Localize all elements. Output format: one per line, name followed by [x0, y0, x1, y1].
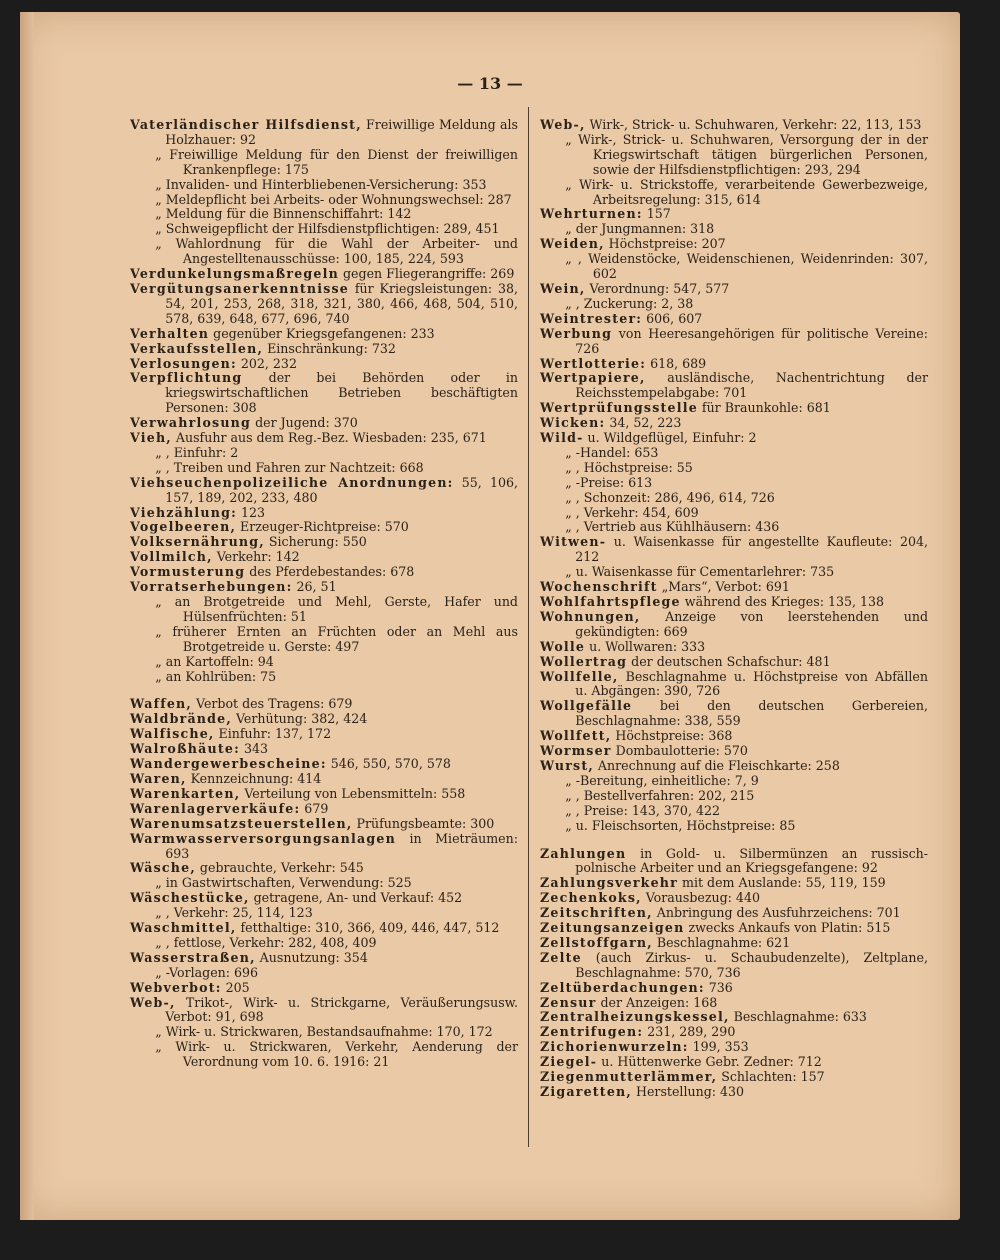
- index-entry-text: „ , Einfuhr: 2: [155, 444, 239, 460]
- index-entry-text: 26, 51: [292, 579, 337, 595]
- index-entry: [130, 431, 518, 446]
- index-entry-text: „ u. Fleischsorten, Höchstpreise: 85: [565, 817, 796, 833]
- index-entry-keyword: Verdunkelungsmaßregeln: [130, 266, 339, 282]
- index-entry: [130, 966, 518, 981]
- index-entry: [540, 1070, 928, 1085]
- index-entry: [540, 655, 928, 670]
- index-entry-text: „ , Zuckerung: 2, 38: [565, 295, 694, 311]
- index-entry-keyword: Wollgefälle: [540, 698, 633, 714]
- index-entry-keyword: Wehrturnen:: [540, 206, 643, 222]
- index-entry: [130, 342, 518, 357]
- index-entry: [540, 1010, 928, 1025]
- index-entry: [130, 476, 518, 506]
- index-entry-text: Schlachten: 157: [717, 1069, 825, 1085]
- index-entry-keyword: Wein,: [540, 280, 586, 296]
- index-entry-text: Beschlagnahme: 621: [652, 934, 791, 950]
- index-entry-text: u. Wildgeflügel, Einfuhr: 2: [583, 430, 757, 446]
- index-entry: [130, 148, 518, 178]
- page-number: — 13 —: [457, 74, 523, 93]
- index-entry: [540, 1040, 928, 1055]
- index-entry-keyword: Wertlotterie:: [540, 355, 647, 371]
- index-entry: [130, 906, 518, 921]
- index-entry: [540, 237, 928, 252]
- index-entry-text: „ Wirk- u. Strickwaren, Bestandsaufnahme: 170, 172: [155, 1024, 493, 1040]
- index-entry-text: in Mieträumen: 693: [165, 830, 518, 861]
- index-entry-keyword: Wild-: [540, 430, 584, 446]
- index-entry-text: „ Wirk- u. Strickwaren, Verkehr, Aenderung der Verordnung vom 10. 6. 1916: 21: [155, 1039, 518, 1070]
- index-entry: [130, 832, 518, 862]
- index-entry: [540, 416, 928, 431]
- index-entry-text: „ Invaliden- und Hinterbliebenen-Versicherung: 353: [155, 176, 487, 192]
- index-entry-text: der Anzeigen: 168: [596, 994, 718, 1010]
- index-entry-text: Dombaulotterie: 570: [611, 743, 748, 759]
- index-entry-keyword: Wollfelle,: [540, 668, 619, 684]
- index-entry: [540, 996, 928, 1011]
- index-entry: [540, 133, 928, 178]
- index-entry: [540, 491, 928, 506]
- index-entry-keyword: Verpflichtung: [130, 370, 243, 386]
- index-entry: [540, 476, 928, 491]
- index-entry: [130, 580, 518, 595]
- index-entry-text: Verteilung von Lebensmitteln: 558: [240, 785, 466, 801]
- index-entry: [130, 981, 518, 996]
- index-entry: [540, 744, 928, 759]
- index-entry-keyword: Wertpapiere,: [540, 370, 646, 386]
- index-entry: [130, 936, 518, 951]
- index-entry-keyword: Wasserstraßen,: [130, 949, 256, 965]
- index-entry-text: gebrauchte, Verkehr: 545: [195, 860, 364, 876]
- index-entry: [130, 772, 518, 787]
- index-entry-text: „ , fettlose, Verkehr: 282, 408, 409: [155, 934, 377, 950]
- index-entry-text: 34, 52, 223: [605, 415, 682, 431]
- index-entry-text: Verbot des Tragens: 679: [192, 696, 353, 712]
- index-entry-text: Verkehr: 142: [212, 549, 300, 565]
- index-entry-text: u. Waisenkasse für angestellte Kaufleute: 204, 212: [575, 534, 928, 565]
- index-entry-text: „ Meldepflicht bei Arbeits- oder Wohnungswechsel: 287: [155, 191, 512, 207]
- index-entry: [540, 951, 928, 981]
- index-entry: [130, 267, 518, 282]
- index-entry-text: „ an Kartoffeln: 94: [155, 653, 274, 669]
- index-entry-text: „ , Höchstpreise: 55: [565, 459, 693, 475]
- index-entry: [540, 921, 928, 936]
- index-entry-keyword: Zelte: [540, 949, 582, 965]
- index-entry: [540, 580, 928, 595]
- index-entry-text: bei den deutschen Gerbereien, Beschlagnahme: 338, 559: [575, 698, 928, 729]
- index-entry-text: für Kriegsleistungen: 38, 54, 201, 253, 268, 318, 321, 380, 466, 468, 504, 510, 578, 639, 648, 677, 696, 740: [165, 280, 518, 326]
- index-entry-text: „ an Brotgetreide und Mehl, Gerste, Hafer und Hülsenfrüchten: 51: [155, 594, 518, 624]
- index-entry: [130, 565, 518, 580]
- index-entry: [540, 729, 928, 744]
- index-entry: [540, 1085, 928, 1100]
- index-entry: [130, 207, 518, 222]
- index-entry: [130, 118, 518, 148]
- index-entry-keyword: Zigaretten,: [540, 1084, 632, 1099]
- index-entry-text: zwecks Ankaufs von Platin: 515: [684, 920, 891, 936]
- index-entry-keyword: Zeltüberdachungen:: [540, 979, 705, 995]
- index-entry-text: 55, 106, 157, 189, 202, 233, 480: [165, 474, 519, 505]
- index-entry: [130, 697, 518, 712]
- index-entry-keyword: Wohnungen,: [540, 608, 641, 624]
- index-entry-keyword: Zentralheizungskessel,: [540, 1009, 730, 1025]
- index-entry: [130, 742, 518, 757]
- index-entry-text: des Pferdebestandes: 678: [245, 564, 415, 580]
- index-entry-text: Anrechnung auf die Fleischkarte: 258: [593, 757, 840, 773]
- index-entry-keyword: Vormusterung: [130, 564, 246, 580]
- index-entry: [130, 178, 518, 193]
- index-entry-text: 199, 353: [688, 1039, 749, 1055]
- index-entry: [130, 670, 518, 685]
- index-entry-keyword: Wolle: [540, 638, 586, 654]
- index-entry-text: Prüfungsbeamte: 300: [352, 815, 495, 831]
- index-entry: [540, 699, 928, 729]
- index-entry-text: getragene, An- und Verkauf: 452: [249, 890, 463, 906]
- document-page: [20, 12, 960, 1220]
- index-entry-text: „ Wirk- u. Strickstoffe, verarbeitende Gewerbezweige, Arbeitsregelung: 315, 614: [565, 176, 928, 207]
- index-entry-keyword: Viehseuchenpolizeiliche Anordnungen:: [130, 474, 454, 490]
- index-entry-text: von Heeresangehörigen für politische Vereine: 726: [575, 325, 928, 356]
- index-entry: [540, 327, 928, 357]
- index-entry: [540, 222, 928, 237]
- index-entry: [540, 357, 928, 372]
- index-entry-text: u. Hüttenwerke Gebr. Zedner: 712: [597, 1054, 822, 1070]
- index-entry: [540, 535, 928, 565]
- index-entry: [540, 297, 928, 312]
- index-entry: [540, 446, 928, 461]
- column-divider: [528, 107, 529, 1147]
- index-entry-text: für Braunkohle: 681: [697, 400, 831, 416]
- index-entry-text: gegen Fliegerangriffe: 269: [338, 266, 515, 282]
- index-entry: [130, 996, 518, 1026]
- index-entry-keyword: Web-,: [540, 117, 586, 132]
- index-entry-text: 343: [239, 741, 268, 757]
- index-entry-text: Anzeige von leerstehenden und gekündigten: 669: [575, 608, 928, 639]
- index-entry-text: fetthaltige: 310, 366, 409, 446, 447, 512: [236, 920, 500, 936]
- index-entry-text: Höchstpreise: 368: [611, 728, 733, 744]
- index-entry: [540, 804, 928, 819]
- index-entry: [130, 237, 518, 267]
- index-entry-keyword: Wäsche,: [130, 860, 196, 876]
- index-entry-text: 123: [236, 504, 265, 520]
- index-entry: [130, 371, 518, 416]
- index-entry: [540, 371, 928, 401]
- index-entry-text: „ , Schonzeit: 286, 496, 614, 726: [565, 489, 775, 505]
- index-entry-keyword: Volksernährung,: [130, 534, 265, 550]
- index-entry-text: „ -Vorlagen: 696: [155, 964, 259, 980]
- index-entry: [130, 1025, 518, 1040]
- index-entry: [540, 847, 928, 877]
- index-entry-keyword: Waschmittel,: [130, 920, 237, 936]
- index-entry-keyword: Werbung: [540, 325, 613, 341]
- index-entry-text: in Gold- u. Silbermünzen an russisch-polnische Arbeiter und an Kriegsgefangene: 92: [575, 845, 928, 876]
- index-entry-text: 202, 232: [236, 355, 297, 371]
- index-entry-text: Trikot-, Wirk- u. Strickgarne, Veräußerungsusw. Verbot: 91, 698: [165, 994, 518, 1025]
- index-entry: [540, 936, 928, 951]
- index-entry-keyword: Warenkarten,: [130, 785, 241, 801]
- index-entry: [130, 861, 518, 876]
- index-entry-text: „ u. Waisenkasse für Cementarlehrer: 735: [565, 564, 835, 580]
- index-entry-keyword: Verlosungen:: [130, 355, 237, 371]
- index-entry-keyword: Wicken:: [540, 415, 606, 431]
- index-entry-keyword: Verkaufsstellen,: [130, 340, 264, 356]
- index-entry-keyword: Weintrester:: [540, 310, 643, 326]
- index-entry-text: Verhütung: 382, 424: [231, 711, 368, 727]
- index-entry: [540, 1055, 928, 1070]
- index-entry-text: der Jugend: 370: [251, 415, 358, 431]
- index-entry-text: der deutschen Schafschur: 481: [627, 653, 831, 669]
- index-entry-keyword: Zentrifugen:: [540, 1024, 644, 1040]
- index-entry: [540, 876, 928, 891]
- index-entry-keyword: Walroßhäute:: [130, 741, 240, 757]
- index-entry: [540, 670, 928, 700]
- index-entry-text: Erzeuger-Richtpreise: 570: [236, 519, 409, 535]
- index-entry-keyword: Wäschestücke,: [130, 890, 250, 906]
- index-entry: [540, 431, 928, 446]
- index-entry-text: „ -Bereitung, einheitliche: 7, 9: [565, 772, 759, 788]
- index-entry-text: „ , Vertrieb aus Kühlhäusern: 436: [565, 519, 780, 535]
- index-entry-text: „ in Gastwirtschaften, Verwendung: 525: [155, 875, 412, 891]
- index-entry-keyword: Wohlfahrtspflege: [540, 594, 681, 609]
- index-entry-text: ausländische, Nachentrichtung der Reichsstempelabgabe: 701: [575, 370, 928, 401]
- index-entry-keyword: Ziegenmutterlämmer,: [540, 1069, 718, 1085]
- index-entry: [130, 757, 518, 772]
- index-entry-text: der bei Behörden oder in kriegswirtschaftlichen Betrieben beschäftigten Personen: 308: [165, 370, 518, 416]
- index-entry: [540, 774, 928, 789]
- index-entry: [540, 118, 928, 133]
- index-entry-text: (auch Zirkus- u. Schaubudenzelte), Zeltplane, Beschlagnahme: 570, 736: [575, 949, 928, 980]
- index-entry-keyword: Wormser: [540, 743, 612, 759]
- index-entry-text: Vorausbezug: 440: [641, 890, 760, 906]
- index-entry-text: „ an Kohlrüben: 75: [155, 668, 277, 684]
- index-entry-text: u. Wollwaren: 333: [585, 638, 706, 654]
- index-entry-text: 606, 607: [642, 310, 703, 326]
- index-entry-keyword: Ziegel-: [540, 1054, 598, 1070]
- index-entry-text: „ Freiwillige Meldung für den Dienst der freiwilligen Krankenpflege: 175: [155, 146, 518, 177]
- index-entry-keyword: Waldbrände,: [130, 711, 232, 727]
- index-entry-keyword: Zahlungsverkehr: [540, 875, 678, 891]
- index-entry-text: Anbringung des Ausfuhrzeichens: 701: [652, 905, 901, 921]
- index-entry: [130, 817, 518, 832]
- index-entry-keyword: Vaterländischer Hilfsdienst,: [130, 117, 362, 132]
- index-entry-text: Freiwillige Meldung als Holzhauer: 92: [165, 117, 518, 147]
- index-entry: [130, 802, 518, 817]
- index-entry-text: Beschlagnahme: 633: [729, 1009, 867, 1025]
- index-entry-keyword: Vieh,: [130, 430, 172, 446]
- index-entry: [540, 178, 928, 208]
- index-entry: [130, 222, 518, 237]
- index-entry-text: Höchstpreise: 207: [604, 236, 726, 252]
- index-entry-keyword: Zensur: [540, 994, 597, 1010]
- index-entry-text: „ , Treiben und Fahren zur Nachtzeit: 668: [155, 459, 424, 475]
- index-entry: [130, 506, 518, 521]
- index-entry: [130, 535, 518, 550]
- index-entry: [130, 282, 518, 327]
- index-entry-text: Herstellung: 430: [631, 1084, 745, 1099]
- index-entry-keyword: Waren,: [130, 770, 187, 786]
- index-entry-text: gegenüber Kriegsgefangenen: 233: [209, 325, 435, 341]
- index-entry: [540, 506, 928, 521]
- index-entry-text: 231, 289, 290: [643, 1024, 736, 1040]
- index-entry-keyword: Warenlagerverkäufe:: [130, 800, 301, 816]
- index-entry: [540, 906, 928, 921]
- index-entry-text: „ Wahlordnung für die Wahl der Arbeiter- und Angestelltenausschüsse: 100, 185, 224, 593: [155, 236, 518, 267]
- index-entry: [540, 819, 928, 834]
- index-entry-keyword: Zichorienwurzeln:: [540, 1039, 689, 1055]
- index-entry-keyword: Zellstoffgarn,: [540, 934, 653, 950]
- index-entry: [540, 1025, 928, 1040]
- index-entry-keyword: Wollertrag: [540, 653, 628, 669]
- index-entry-text: 205: [221, 979, 250, 995]
- index-entry-keyword: Zeitungsanzeigen: [540, 920, 685, 936]
- index-entry-text: Verordnung: 547, 577: [585, 280, 730, 296]
- index-entry-keyword: Webverbot:: [130, 979, 222, 995]
- index-entry-keyword: Vergütungsanerkenntnisse: [130, 280, 350, 296]
- index-entry: [130, 1040, 518, 1070]
- index-entry: [540, 759, 928, 774]
- index-entry: [540, 312, 928, 327]
- index-entry: [540, 610, 928, 640]
- index-entry: [130, 416, 518, 431]
- index-entry-text: 736: [704, 979, 733, 995]
- index-entry-keyword: Wandergewerbescheine:: [130, 756, 327, 772]
- index-entry-keyword: Warmwasserversorgungsanlagen: [130, 830, 396, 846]
- index-entry: [130, 446, 518, 461]
- index-entry: [130, 550, 518, 565]
- index-entry: [540, 282, 928, 297]
- index-entry: [540, 565, 928, 580]
- index-entry-text: Wirk-, Strick- u. Schuhwaren, Verkehr: 22, 113, 153: [585, 117, 922, 132]
- index-entry-text: „ -Preise: 613: [565, 474, 653, 490]
- index-entry-keyword: Vollmilch,: [130, 549, 213, 565]
- index-entry: [130, 727, 518, 742]
- index-entry-text: mit dem Auslande: 55, 119, 159: [678, 875, 886, 891]
- index-entry-keyword: Verwahrlosung: [130, 415, 252, 431]
- index-entry-text: 157: [642, 206, 671, 222]
- index-entry-keyword: Zechenkoks,: [540, 890, 642, 906]
- index-entry: [130, 357, 518, 372]
- index-entry: [540, 401, 928, 416]
- index-entry: [130, 951, 518, 966]
- index-entry-text: 618, 689: [646, 355, 707, 371]
- index-entry-text: „ , Verkehr: 25, 114, 123: [155, 905, 313, 921]
- index-entry-text: „ , Verkehr: 454, 609: [565, 504, 699, 520]
- index-entry-text: „ früherer Ernten an Früchten oder an Mehl aus Brotgetreide u. Gerste: 497: [155, 623, 518, 654]
- index-entry: [540, 252, 928, 282]
- index-column-left: [130, 118, 518, 1070]
- index-entry: [540, 789, 928, 804]
- index-entry: [540, 461, 928, 476]
- index-entry: [130, 876, 518, 891]
- index-entry-text: Beschlagnahme u. Höchstpreise von Abfällen u. Abgängen: 390, 726: [575, 668, 928, 699]
- index-entry-keyword: Weiden,: [540, 236, 605, 252]
- index-entry-keyword: Wochenschrift: [540, 579, 658, 595]
- index-entry: [130, 193, 518, 208]
- index-entry: [130, 595, 518, 625]
- index-entry-keyword: Zeitschriften,: [540, 905, 653, 921]
- index-entry-text: „ , Preise: 143, 370, 422: [565, 802, 720, 818]
- index-entry-text: „ , Bestellverfahren: 202, 215: [565, 787, 755, 803]
- index-entry-text: Kennzeichnung: 414: [186, 770, 322, 786]
- index-entry-text: „ Meldung für die Binnenschiffahrt: 142: [155, 206, 412, 222]
- index-entry-keyword: Walfische,: [130, 726, 215, 742]
- index-entry: [130, 712, 518, 727]
- index-entry: [540, 595, 928, 610]
- index-entry-text: „ Schweigepflicht der Hilfsdienstpflichtigen: 289, 451: [155, 221, 500, 237]
- index-entry: [130, 625, 518, 655]
- index-entry: [130, 921, 518, 936]
- index-entry: [540, 207, 928, 222]
- index-entry: [130, 891, 518, 906]
- index-entry-keyword: Witwen-: [540, 534, 607, 550]
- index-entry-text: Ausnutzung: 354: [255, 949, 368, 965]
- index-column-right: [540, 118, 928, 1100]
- index-entry: [130, 655, 518, 670]
- index-entry-text: „Mars“, Verbot: 691: [657, 579, 790, 595]
- index-entry-keyword: Vogelbeeren,: [130, 519, 237, 535]
- index-entry-text: Sicherung: 550: [264, 534, 367, 550]
- index-entry-keyword: Web-,: [130, 994, 176, 1010]
- index-entry: [540, 981, 928, 996]
- index-entry: [540, 640, 928, 655]
- index-entry: [130, 461, 518, 476]
- index-entry-text: „ Wirk-, Strick- u. Schuhwaren, Versorgung der in der Kriegswirtschaft tätigen bürgerlichen Personen, sowie der Hilfsdienstpflichtigen: 293, 294: [565, 131, 928, 177]
- index-entry-keyword: Wurst,: [540, 757, 594, 773]
- index-entry-text: „ , Weidenstöcke, Weidenschienen, Weidenrinden: 307, 602: [565, 251, 928, 282]
- index-entry-keyword: Wollfett,: [540, 728, 612, 744]
- index-entry-text: „ -Handel: 653: [565, 444, 659, 460]
- index-entry-keyword: Waffen,: [130, 696, 192, 712]
- index-entry-keyword: Viehzählung:: [130, 504, 237, 520]
- index-entry: [540, 520, 928, 535]
- index-entry: [130, 787, 518, 802]
- index-entry-text: 679: [300, 800, 329, 816]
- index-entry-keyword: Warenumsatzsteuerstellen,: [130, 815, 353, 831]
- index-entry-keyword: Wertprüfungsstelle: [540, 400, 698, 416]
- index-entry: [130, 327, 518, 342]
- index-entry: [540, 891, 928, 906]
- book-spine: [20, 12, 34, 1220]
- index-entry-keyword: Zahlungen: [540, 845, 627, 861]
- index-entry-keyword: Vorratserhebungen:: [130, 579, 293, 595]
- index-entry: [130, 520, 518, 535]
- index-entry-text: 546, 550, 570, 578: [326, 756, 451, 772]
- index-entry-text: Einschränkung: 732: [263, 340, 396, 356]
- index-entry-text: Ausfuhr aus dem Reg.-Bez. Wiesbaden: 235, 671: [171, 430, 487, 446]
- index-entry-text: „ der Jungmannen: 318: [565, 221, 715, 237]
- index-entry-text: Einfuhr: 137, 172: [214, 726, 332, 742]
- index-entry-text: während des Krieges: 135, 138: [680, 594, 885, 609]
- index-entry-keyword: Verhalten: [130, 325, 210, 341]
